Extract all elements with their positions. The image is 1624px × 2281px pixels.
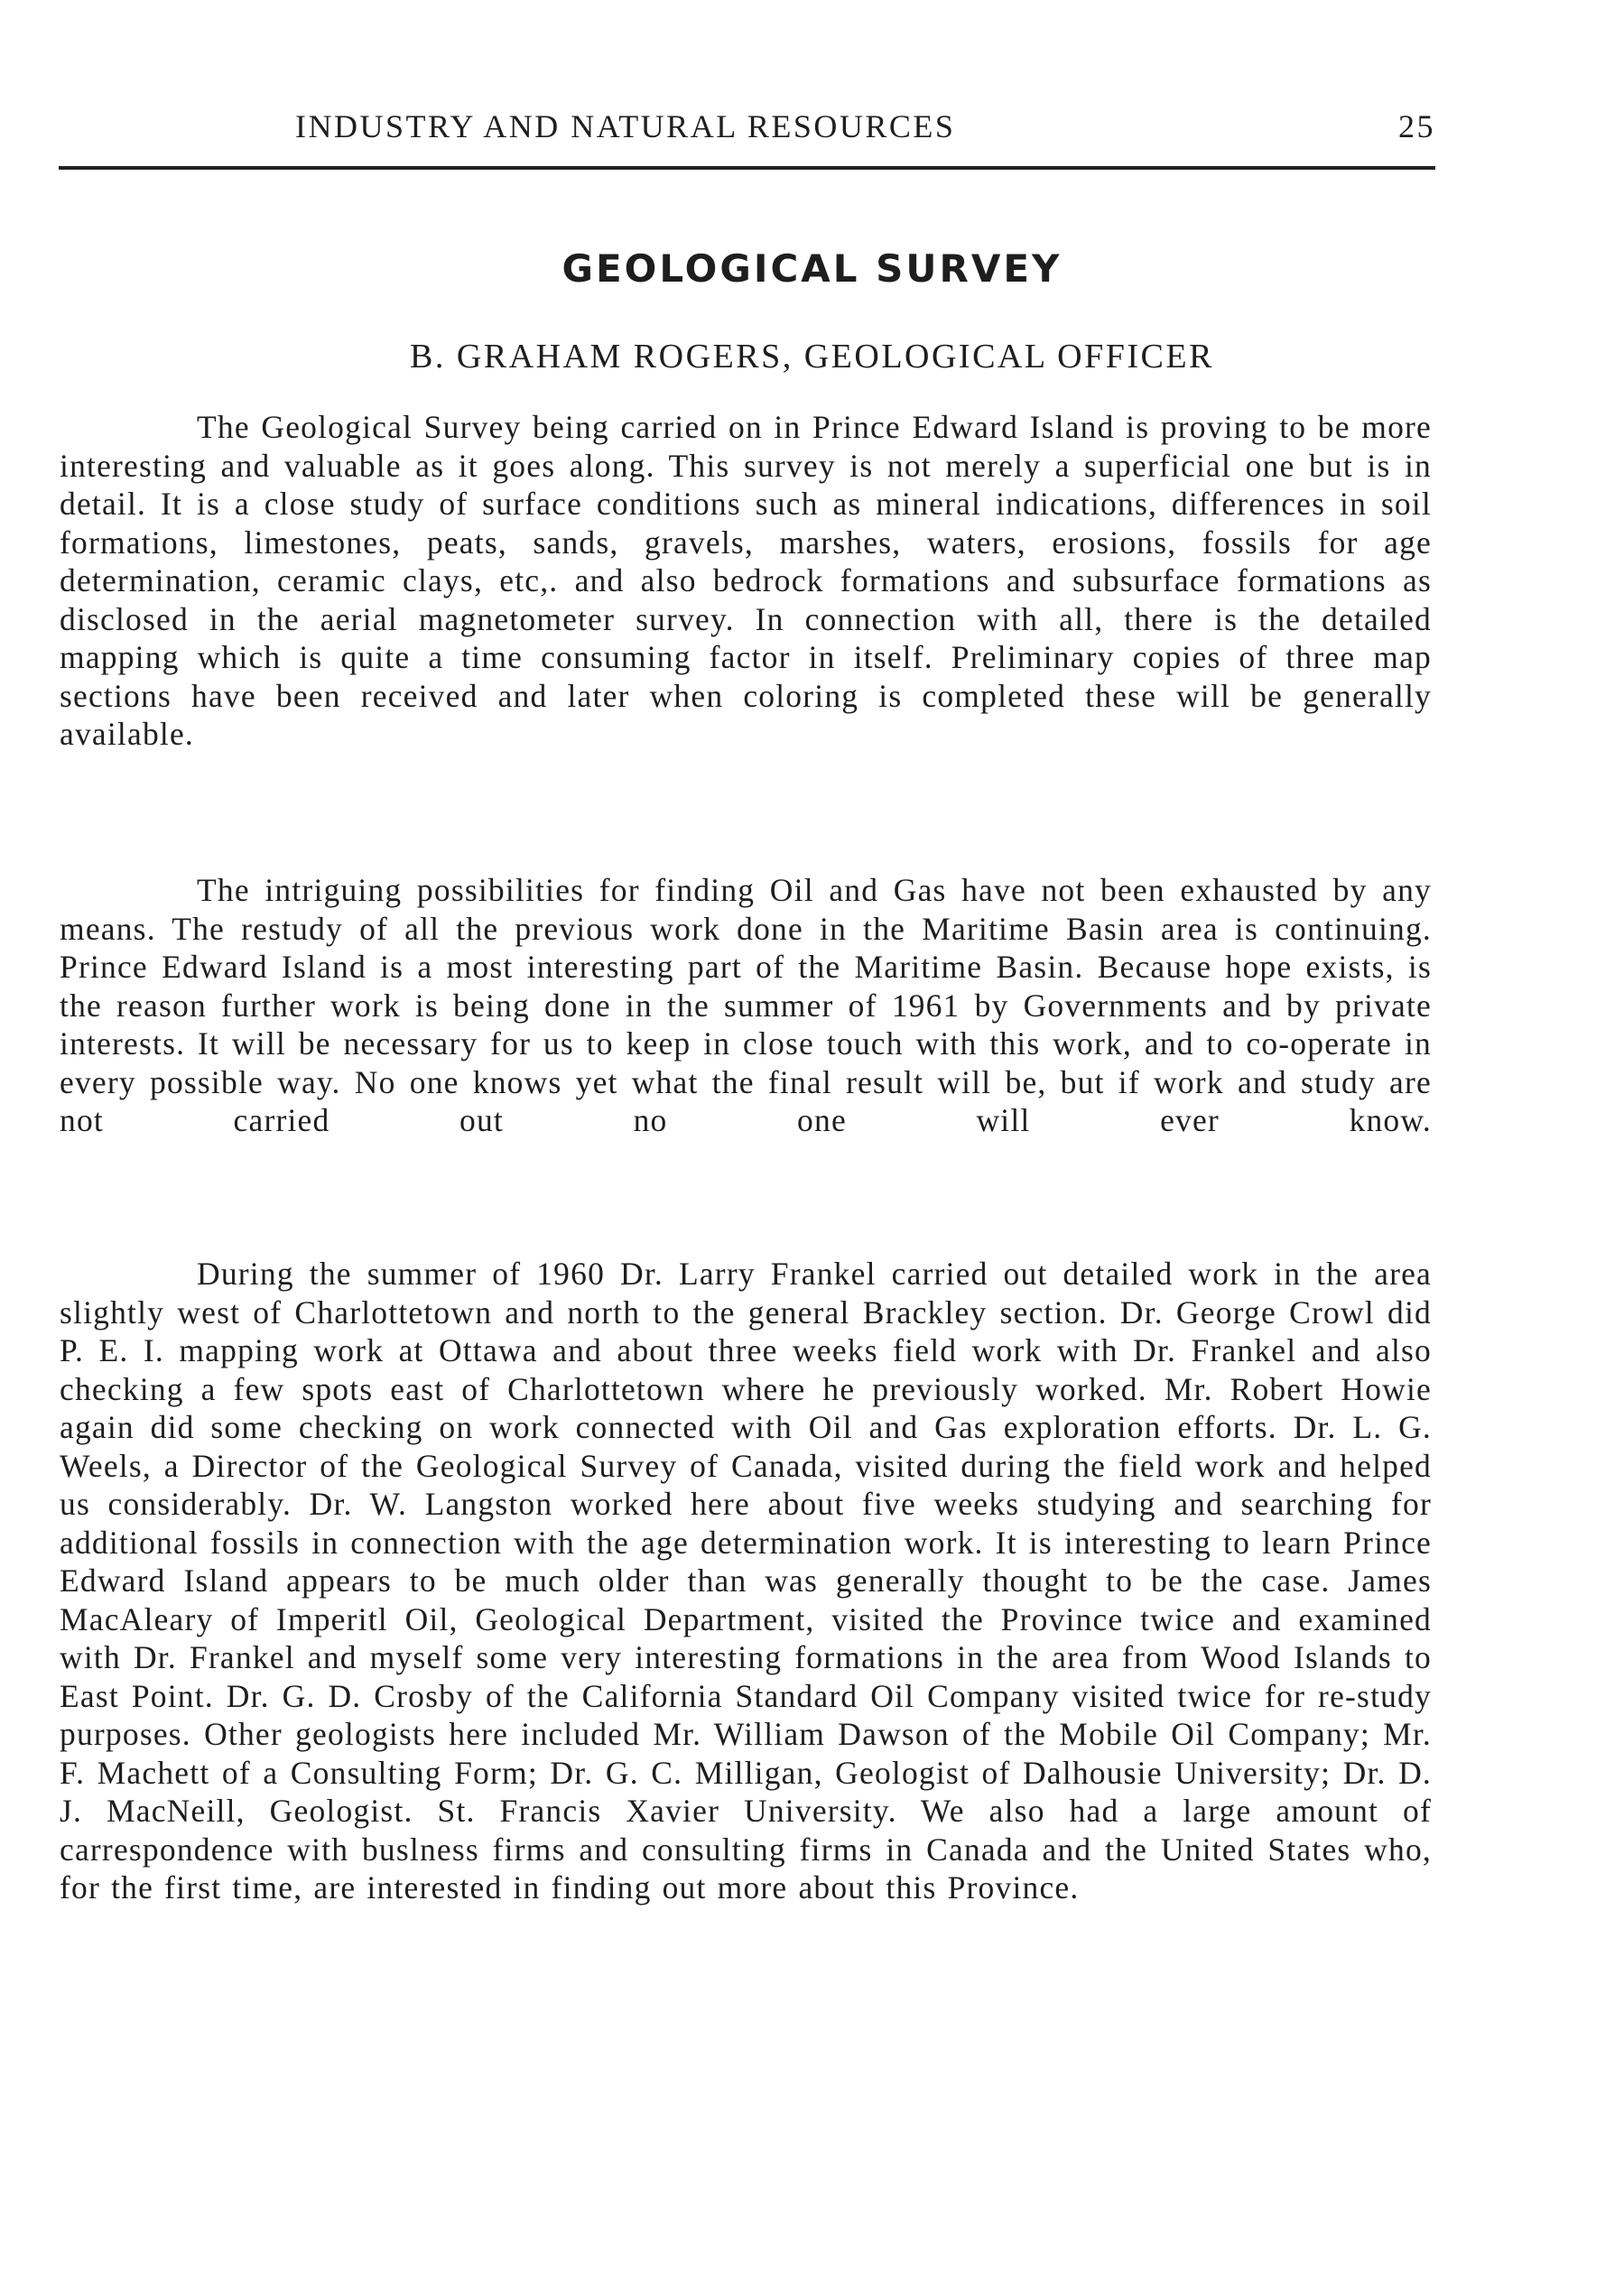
body-paragraph-3: During the summer of 1960 Dr. Larry Frankel carried out detailed work in the area slightly west of Charlottetown and north to the general Brackley section. Dr. George Crowl did P. E. I. mapping work at Ottawa and about three weeks field work with Dr. Frankel and also checking a few spots east of Charlottetown where he previously worked. Mr. Robert Howie again did some checking on work connected with Oil and Gas exploration efforts. Dr. L. G. Weels, a Director of the Geological Survey of Canada, visited during the field work and helped us considerably. Dr. W. Langston worked here about five weeks studying and searching for additional fossils in connection with the age determination work. It is interesting to learn Prince Edward Island appears to be much older than was generally thought to be the case. James MacAleary of Imperitl Oil, Geological Department, visited the Province twice and examined with Dr. Frankel and myself some very interesting formations in the area from Wood Islands to East Point. Dr. G. D. Crosby of the California Standard Oil Company visited twice for re-study purposes. Other geologists here included Mr. William Dawson of the Mobile Oil Company; Mr. F. Machett of a Consulting Form; Dr. G. C. Milligan, Geologist of Dalhousie University; Dr. D. J. MacNeill, Geologist. St. Francis Xavier University. We also had a large amount of carrespondence with buslness firms and consulting firms in Canada and the United States who, for the first time, are interested in finding out more about this Province. <box>60 1256 1432 1905</box>
author-byline: B. GRAHAM ROGERS, GEOLOGICAL OFFICER <box>410 338 1214 376</box>
header-rule <box>59 166 1435 170</box>
body-paragraph-2: The intriguing possibilities for finding Oil and Gas have not been exhausted by any means. The restudy of all the previous work done in the Maritime Basin area is continuing. Prince Edward Island is a most interesting part of the Maritime Basin. Because hope exists, is the reason further work is being done in the summer of 1961 by Governments and by private interests. It will be necessary for us to keep in close touch with this work, and to co-operate in every possible way. No one knows yet what the final result will be, but if work and study are not carried out no one will ever know. <box>60 872 1432 1138</box>
page-number: 25 <box>1398 108 1435 144</box>
running-title: INDUSTRY AND NATURAL RESOURCES <box>295 108 956 144</box>
section-title: GEOLOGICAL SURVEY <box>561 246 1063 291</box>
running-header <box>59 99 1435 153</box>
body-paragraph-1: The Geological Survey being carried on in Prince Edward Island is proving to be more interesting and valuable as it goes along. This survey is not merely a superficial one but is in detail. It is a close study of surface conditions such as mineral indications, differences in soil formations, limestones, peats, sands, gravels, marshes, waters, erosions, fossils for age determination, ceramic clays, etc,. and also bedrock formations and subsurface formations as disclosed in the aerial magnetometer survey. In connection with all, there is the detailed mapping which is quite a time consuming factor in itself. Preliminary copies of three map sections have been received and later when coloring is completed these will be generally available. <box>60 409 1432 752</box>
